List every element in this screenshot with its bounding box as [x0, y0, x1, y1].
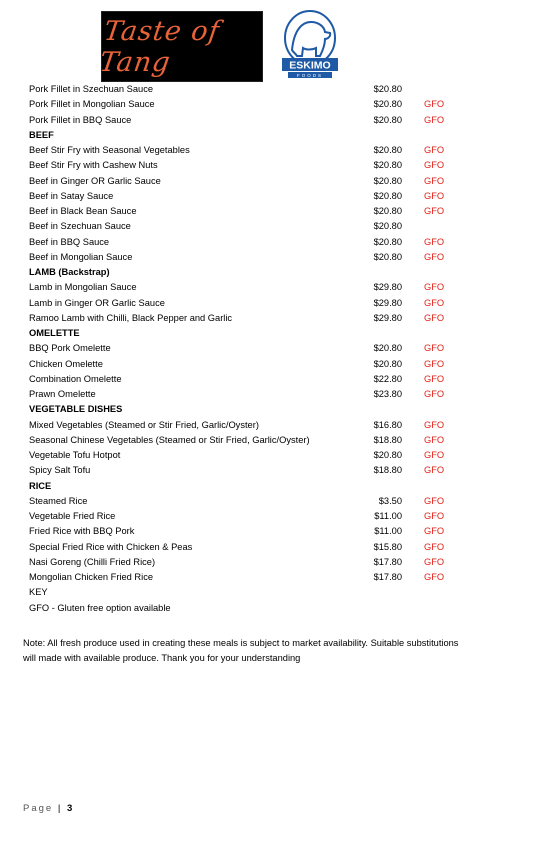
menu-item-name: Combination Omelette	[29, 373, 122, 384]
menu-item	[29, 158, 509, 173]
menu-item	[29, 204, 509, 219]
menu-item-price: $20.80	[373, 160, 402, 171]
menu-item-name: Vegetable Fried Rice	[29, 511, 116, 521]
gfo-badge: GFO	[424, 465, 445, 476]
section-heading-label: RICE	[29, 480, 52, 491]
menu-item	[29, 311, 509, 326]
menu-item	[29, 418, 509, 433]
gfo-badge: GFO	[424, 343, 445, 354]
gfo-badge: GFO	[424, 282, 445, 293]
menu-item-name: Mixed Vegetables (Steamed or Stir Fried, Garlic/Oyster)	[29, 419, 259, 430]
gfo-badge: GFO	[424, 206, 445, 216]
gfo-badge: GFO	[424, 175, 445, 186]
menu-item-price: $29.80	[373, 312, 402, 323]
menu-item-name: Beef in Mongolian Sauce	[29, 251, 133, 262]
menu-item	[29, 555, 509, 570]
gfo-badge: GFO	[424, 511, 445, 521]
menu-item-price: $20.80	[373, 450, 402, 460]
menu-item-price: $20.80	[373, 84, 402, 94]
menu-item	[29, 143, 509, 158]
section-heading-label: LAMB (Backstrap)	[29, 267, 110, 277]
menu-item-price: $20.80	[373, 206, 402, 216]
menu-item-price: $20.80	[373, 221, 402, 232]
gfo-badge: GFO	[424, 389, 445, 399]
menu-item	[29, 448, 509, 463]
menu-item	[29, 113, 509, 128]
page-number: 3	[66, 803, 73, 814]
menu-item-name: Seasonal Chinese Vegetables (Steamed or Stir Fried, Garlic/Oyster)	[29, 434, 310, 445]
menu-item-name: Nasi Goreng (Chilli Fried Rice)	[29, 556, 156, 567]
menu-item	[29, 296, 509, 311]
menu-item-name: Pork Fillet in Mongolian Sauce	[29, 99, 155, 110]
menu-list	[29, 82, 509, 616]
page-label: Page	[23, 803, 54, 814]
menu-item-name: Pork Fillet in BBQ Sauce	[29, 114, 132, 125]
menu-item	[29, 372, 509, 387]
menu-item-name: KEY	[29, 587, 48, 598]
gfo-badge: GFO	[424, 251, 445, 262]
menu-item-name: BBQ Pork Omelette	[29, 343, 111, 354]
menu-item-price: $18.80	[373, 434, 402, 445]
menu-item-name: Spicy Salt Tofu	[29, 465, 91, 476]
menu-item-name: Fried Rice with BBQ Pork	[29, 526, 135, 537]
page-separator: |	[57, 803, 61, 814]
menu-item-name: Special Fried Rice with Chicken & Peas	[29, 541, 193, 552]
menu-item	[29, 341, 509, 356]
menu-item	[29, 235, 509, 250]
menu-item	[29, 570, 509, 585]
section-heading-label: OMELETTE	[29, 328, 80, 338]
gfo-badge: GFO	[424, 145, 445, 155]
eskimo-logo-sub: FOODS	[296, 73, 324, 78]
gfo-badge: GFO	[424, 556, 445, 567]
taste-of-tang-logo	[97, 11, 263, 82]
menu-item-name: Mongolian Chicken Fried Rice	[29, 572, 154, 582]
gfo-badge: GFO	[424, 434, 445, 445]
gfo-badge: GFO	[424, 373, 445, 384]
menu-item-name: Beef in Ginger OR Garlic Sauce	[29, 175, 161, 186]
menu-item	[29, 280, 509, 295]
menu-item	[29, 219, 509, 234]
menu-item	[29, 82, 509, 97]
menu-item	[29, 509, 509, 524]
menu-item-price: $20.80	[373, 114, 402, 125]
gfo-badge: GFO	[424, 526, 445, 537]
section-heading	[29, 402, 509, 417]
menu-item-price: $20.80	[373, 358, 402, 369]
gfo-badge: GFO	[424, 99, 445, 110]
menu-item	[29, 494, 509, 509]
section-heading	[29, 265, 509, 280]
menu-item-price: $29.80	[373, 297, 402, 308]
section-heading-label: BEEF	[29, 129, 54, 140]
menu-item-price: $20.80	[373, 145, 402, 155]
gfo-badge: GFO	[424, 450, 445, 460]
key-line	[29, 585, 509, 600]
gfo-badge: GFO	[424, 541, 445, 552]
menu-item	[29, 357, 509, 372]
menu-item-price: $20.80	[373, 99, 402, 110]
menu-item-price: $18.80	[373, 465, 402, 476]
section-heading-label: VEGETABLE DISHES	[29, 404, 123, 415]
menu-item-name: Ramoo Lamb with Chilli, Black Pepper and Garlic	[29, 312, 233, 323]
menu-item	[29, 250, 509, 265]
menu-item-name: Lamb in Ginger OR Garlic Sauce	[29, 297, 165, 308]
section-heading	[29, 128, 509, 143]
menu-item-price: $20.80	[373, 251, 402, 262]
menu-item-price: $3.50	[378, 495, 402, 506]
eskimo-foods-logo	[278, 8, 342, 82]
polar-bear-icon	[292, 22, 330, 56]
menu-item-name: Beef in BBQ Sauce	[29, 236, 110, 247]
menu-item-price: $17.80	[373, 556, 402, 567]
page-footer	[23, 803, 72, 814]
menu-item-name: Vegetable Tofu Hotpot	[29, 450, 121, 460]
gfo-badge: GFO	[424, 160, 445, 171]
menu-item-name: Steamed Rice	[29, 495, 88, 506]
gfo-badge: GFO	[424, 297, 445, 308]
gfo-badge: GFO	[424, 358, 445, 369]
gfo-badge: GFO	[424, 312, 445, 323]
menu-item-price: $20.80	[373, 190, 402, 201]
menu-item-name: Beef in Szechuan Sauce	[29, 221, 131, 232]
menu-item-price: $20.80	[373, 343, 402, 354]
menu-item	[29, 463, 509, 478]
key-line	[29, 601, 509, 616]
menu-item-price: $11.00	[374, 526, 402, 537]
gfo-badge: GFO	[424, 114, 445, 125]
gfo-badge: GFO	[424, 419, 445, 430]
menu-item	[29, 97, 509, 112]
menu-item	[29, 433, 509, 448]
menu-item	[29, 387, 509, 402]
gfo-badge: GFO	[424, 190, 445, 201]
menu-item-name: GFO - Gluten free option available	[29, 602, 171, 613]
menu-item	[29, 174, 509, 189]
menu-item-name: Beef in Black Bean Sauce	[29, 206, 137, 216]
menu-item-price: $20.80	[373, 236, 402, 247]
menu-item-name: Pork Fillet in Szechuan Sauce	[29, 84, 154, 94]
menu-item	[29, 189, 509, 204]
gfo-badge: GFO	[424, 495, 445, 506]
menu-item-name: Chicken Omelette	[29, 358, 103, 369]
eskimo-logo-name: ESKIMO	[289, 59, 331, 72]
menu-item-price: $17.80	[373, 572, 402, 582]
menu-item	[29, 524, 509, 539]
menu-item-price: $22.80	[373, 373, 402, 384]
section-heading	[29, 479, 509, 494]
menu-item-name: Beef Stir Fry with Cashew Nuts	[29, 160, 158, 171]
menu-item-price: $20.80	[373, 175, 402, 186]
section-heading	[29, 326, 509, 341]
gfo-badge: GFO	[424, 236, 445, 247]
menu-item-price: $15.80	[373, 541, 402, 552]
gfo-badge: GFO	[424, 572, 445, 582]
menu-item-price: $29.80	[373, 282, 402, 293]
menu-item-name: Beef in Satay Sauce	[29, 190, 114, 201]
menu-item-price: $11.00	[374, 511, 402, 521]
availability-note: Note: All fresh produce used in creating these meals is subject to market availability. Suitable substitutions will made with available produce. Thank you for your understanding	[23, 638, 459, 663]
menu-item-name: Beef Stir Fry with Seasonal Vegetables	[29, 145, 190, 155]
menu-item-name: Lamb in Mongolian Sauce	[29, 282, 137, 293]
menu-item-price: $16.80	[373, 419, 402, 430]
taste-of-tang-logo-text: Taste of Tang	[97, 15, 222, 78]
menu-item-price: $23.80	[373, 389, 402, 399]
menu-item-name: Prawn Omelette	[29, 389, 96, 399]
menu-item	[29, 540, 509, 555]
